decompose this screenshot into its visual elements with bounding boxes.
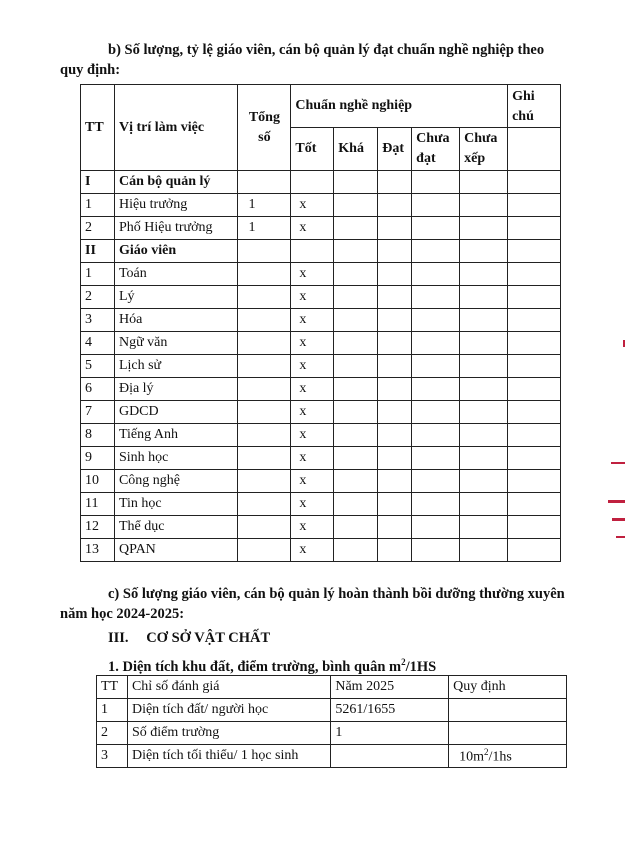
- row-fair: [334, 194, 378, 217]
- row-note: [508, 516, 561, 539]
- row-notpass: [412, 332, 460, 355]
- header-unrated-line1: Chưa: [464, 131, 498, 146]
- row-unrated: [460, 539, 508, 562]
- row-good: x: [291, 401, 334, 424]
- row-notpass: [412, 194, 460, 217]
- row-unrated: [460, 470, 508, 493]
- header-standard: Chuẩn nghề nghiệp: [291, 85, 508, 128]
- row-note: [508, 539, 561, 562]
- row-tt: 9: [81, 447, 115, 470]
- section-1-heading: [108, 652, 608, 677]
- row-unrated: [460, 286, 508, 309]
- row-fair: [334, 355, 378, 378]
- row-fair: [334, 286, 378, 309]
- row-pass: [378, 286, 412, 309]
- table-row: [81, 217, 561, 240]
- row-name: Địa lý: [114, 378, 238, 401]
- row-notpass: [412, 516, 460, 539]
- t2-rule-sup: 2: [484, 746, 489, 757]
- t2-rule-suffix: /1hs: [488, 749, 512, 765]
- row-total: 1: [238, 217, 291, 240]
- row-total: [238, 263, 291, 286]
- row-pass: [378, 263, 412, 286]
- row-fair: [334, 401, 378, 424]
- header-total: [238, 85, 291, 171]
- row-name: Phố Hiệu trưởng: [114, 217, 238, 240]
- row-unrated: [460, 309, 508, 332]
- row-total: [238, 470, 291, 493]
- header-notpass-line1: Chưa: [416, 131, 450, 146]
- row-tt: 6: [81, 378, 115, 401]
- row-note: [508, 447, 561, 470]
- edge-mark: [611, 462, 625, 464]
- row-fair: [334, 217, 378, 240]
- section-b-heading-line2: quy định:: [60, 62, 121, 78]
- t2-row-criterion: Số điểm trường: [127, 722, 330, 745]
- row-pass: [378, 493, 412, 516]
- row-fair: [334, 516, 378, 539]
- section-b-heading: [60, 40, 584, 80]
- table-row: [81, 493, 561, 516]
- row-notpass: [412, 171, 460, 194]
- t2-header-rule: Quy định: [449, 676, 567, 699]
- t2-header-year: Năm 2025: [331, 676, 449, 699]
- section-c-heading-line2: năm học 2024-2025:: [60, 606, 185, 622]
- row-pass: [378, 217, 412, 240]
- row-note: [508, 217, 561, 240]
- row-good: [291, 171, 334, 194]
- row-notpass: [412, 401, 460, 424]
- row-unrated: [460, 516, 508, 539]
- row-tt: II: [81, 240, 115, 263]
- row-pass: [378, 240, 412, 263]
- row-unrated: [460, 332, 508, 355]
- header-note-blank: [508, 128, 561, 171]
- table-row: [81, 171, 561, 194]
- row-notpass: [412, 355, 460, 378]
- row-good: x: [291, 470, 334, 493]
- row-good: x: [291, 286, 334, 309]
- row-unrated: [460, 194, 508, 217]
- row-tt: 8: [81, 424, 115, 447]
- row-total: [238, 424, 291, 447]
- t2-row-tt: 1: [97, 699, 128, 722]
- row-note: [508, 493, 561, 516]
- row-fair: [334, 539, 378, 562]
- row-name: Hiệu trưởng: [114, 194, 238, 217]
- row-good: x: [291, 309, 334, 332]
- row-fair: [334, 263, 378, 286]
- row-good: x: [291, 539, 334, 562]
- row-tt: 10: [81, 470, 115, 493]
- edge-mark: [616, 536, 625, 538]
- row-note: [508, 286, 561, 309]
- row-total: [238, 286, 291, 309]
- header-note: [508, 85, 561, 128]
- row-total: [238, 378, 291, 401]
- row-total: [238, 401, 291, 424]
- table-row: [81, 424, 561, 447]
- section-1-title-sup: 2: [401, 657, 406, 667]
- row-notpass: [412, 240, 460, 263]
- row-name: QPAN: [114, 539, 238, 562]
- row-unrated: [460, 355, 508, 378]
- row-total: [238, 332, 291, 355]
- row-good: x: [291, 493, 334, 516]
- table-row: [81, 539, 561, 562]
- row-good: x: [291, 424, 334, 447]
- row-fair: [334, 470, 378, 493]
- row-good: x: [291, 355, 334, 378]
- row-note: [508, 332, 561, 355]
- row-pass: [378, 539, 412, 562]
- row-tt: 7: [81, 401, 115, 424]
- row-name: Hóa: [114, 309, 238, 332]
- row-pass: [378, 424, 412, 447]
- row-notpass: [412, 217, 460, 240]
- row-name: Cán bộ quản lý: [114, 171, 238, 194]
- row-unrated: [460, 401, 508, 424]
- row-notpass: [412, 493, 460, 516]
- row-good: x: [291, 378, 334, 401]
- edge-mark: [612, 518, 625, 521]
- row-fair: [334, 424, 378, 447]
- t2-rule-prefix: 10m: [459, 749, 485, 765]
- row-unrated: [460, 493, 508, 516]
- t2-row-rule: [449, 745, 567, 768]
- row-note: [508, 263, 561, 286]
- table-row: [81, 401, 561, 424]
- row-note: [508, 355, 561, 378]
- row-pass: [378, 516, 412, 539]
- row-fair: [334, 447, 378, 470]
- row-name: Công nghệ: [114, 470, 238, 493]
- row-pass: [378, 378, 412, 401]
- row-note: [508, 240, 561, 263]
- header-note-line1: Ghi: [512, 89, 535, 104]
- row-total: [238, 447, 291, 470]
- t2-header-tt: TT: [97, 676, 128, 699]
- row-notpass: [412, 309, 460, 332]
- table-row: [81, 194, 561, 217]
- row-name: Lý: [114, 286, 238, 309]
- row-tt: 1: [81, 194, 115, 217]
- row-notpass: [412, 447, 460, 470]
- row-name: Ngữ văn: [114, 332, 238, 355]
- row-total: [238, 493, 291, 516]
- teacher-standard-table: [80, 84, 561, 562]
- row-unrated: [460, 378, 508, 401]
- row-note: [508, 171, 561, 194]
- row-name: GDCD: [114, 401, 238, 424]
- row-total: [238, 539, 291, 562]
- row-notpass: [412, 539, 460, 562]
- row-pass: [378, 470, 412, 493]
- table-row: [81, 309, 561, 332]
- row-unrated: [460, 240, 508, 263]
- t2-row-rule: [449, 699, 567, 722]
- t2-row-rule: [449, 722, 567, 745]
- row-tt: 12: [81, 516, 115, 539]
- table-row: [81, 470, 561, 493]
- t2-row-tt: 3: [97, 745, 128, 768]
- table-row: [97, 699, 567, 722]
- header-good: Tốt: [291, 128, 334, 171]
- row-good: x: [291, 332, 334, 355]
- row-pass: [378, 332, 412, 355]
- row-notpass: [412, 378, 460, 401]
- section-iii-number: III.: [108, 630, 129, 646]
- row-name: Giáo viên: [114, 240, 238, 263]
- section-1-title-suffix: /1HS: [405, 658, 437, 675]
- table-row: [81, 355, 561, 378]
- row-notpass: [412, 263, 460, 286]
- row-note: [508, 194, 561, 217]
- row-fair: [334, 332, 378, 355]
- header-notpass: [412, 128, 460, 171]
- header-total-line1: Tổng: [248, 109, 280, 125]
- land-area-table: [96, 675, 567, 768]
- row-pass: [378, 355, 412, 378]
- row-name: Thể dục: [114, 516, 238, 539]
- table-row: [81, 516, 561, 539]
- header-position: Vị trí làm việc: [114, 85, 238, 171]
- edge-mark: [623, 340, 625, 347]
- row-fair: [334, 171, 378, 194]
- row-unrated: [460, 171, 508, 194]
- row-name: Tiếng Anh: [114, 424, 238, 447]
- row-note: [508, 424, 561, 447]
- row-total: [238, 516, 291, 539]
- row-pass: [378, 401, 412, 424]
- row-total: 1: [238, 194, 291, 217]
- row-tt: I: [81, 171, 115, 194]
- row-note: [508, 401, 561, 424]
- row-tt: 13: [81, 539, 115, 562]
- row-note: [508, 470, 561, 493]
- table-row: [81, 263, 561, 286]
- row-good: x: [291, 447, 334, 470]
- row-note: [508, 378, 561, 401]
- table-row: [81, 286, 561, 309]
- section-c-heading: [60, 584, 584, 624]
- section-b-heading-line1: b) Số lượng, tỷ lệ giáo viên, cán bộ quản lý đạt chuẩn nghề nghiệp theo: [108, 42, 545, 58]
- row-total: [238, 171, 291, 194]
- t2-header-criterion: Chỉ số đánh giá: [127, 676, 330, 699]
- row-pass: [378, 171, 412, 194]
- table-row: [81, 447, 561, 470]
- table-row: [97, 722, 567, 745]
- row-good: x: [291, 194, 334, 217]
- row-total: [238, 355, 291, 378]
- row-name: Tin học: [114, 493, 238, 516]
- row-name: Toán: [114, 263, 238, 286]
- header-pass: Đạt: [378, 128, 412, 171]
- row-tt: 2: [81, 286, 115, 309]
- edge-mark: [608, 500, 625, 503]
- header-fair: Khá: [334, 128, 378, 171]
- table-row: [81, 378, 561, 401]
- header-total-line2: số: [258, 129, 271, 145]
- header-unrated-line2: xếp: [464, 151, 486, 166]
- row-good: x: [291, 217, 334, 240]
- row-fair: [334, 309, 378, 332]
- table-row: [81, 332, 561, 355]
- row-tt: 4: [81, 332, 115, 355]
- t2-row-year: 5261/1655: [331, 699, 449, 722]
- row-name: Lịch sử: [114, 355, 238, 378]
- table-row: [97, 745, 567, 768]
- t2-row-tt: 2: [97, 722, 128, 745]
- row-name: Sinh học: [114, 447, 238, 470]
- t2-row-year: 1: [331, 722, 449, 745]
- row-good: [291, 240, 334, 263]
- row-good: x: [291, 516, 334, 539]
- table-row: [81, 240, 561, 263]
- row-tt: 11: [81, 493, 115, 516]
- row-pass: [378, 447, 412, 470]
- header-notpass-line2: đạt: [416, 151, 436, 166]
- row-tt: 2: [81, 217, 115, 240]
- header-note-line2: chú: [512, 109, 534, 124]
- row-fair: [334, 240, 378, 263]
- row-fair: [334, 378, 378, 401]
- section-iii-title: CƠ SỞ VẬT CHẤT: [146, 630, 271, 646]
- row-notpass: [412, 286, 460, 309]
- section-1-title-prefix: 1. Diện tích khu đất, điểm trường, bình quân m: [108, 658, 402, 675]
- t2-row-criterion: Diện tích tối thiểu/ 1 học sinh: [127, 745, 330, 768]
- row-notpass: [412, 424, 460, 447]
- section-c-heading-line1: c) Số lượng giáo viên, cán bộ quản lý hoàn thành bồi dưỡng thường xuyên: [108, 586, 565, 602]
- row-tt: 5: [81, 355, 115, 378]
- row-total: [238, 309, 291, 332]
- row-tt: 1: [81, 263, 115, 286]
- row-note: [508, 309, 561, 332]
- row-good: x: [291, 263, 334, 286]
- header-unrated: [460, 128, 508, 171]
- row-pass: [378, 309, 412, 332]
- row-total: [238, 240, 291, 263]
- row-unrated: [460, 263, 508, 286]
- row-unrated: [460, 424, 508, 447]
- row-tt: 3: [81, 309, 115, 332]
- t2-row-year: [331, 745, 449, 768]
- section-iii-heading: [108, 628, 608, 648]
- row-unrated: [460, 447, 508, 470]
- header-tt: TT: [81, 85, 115, 171]
- row-notpass: [412, 470, 460, 493]
- row-pass: [378, 194, 412, 217]
- t2-row-criterion: Diện tích đất/ người học: [127, 699, 330, 722]
- row-fair: [334, 493, 378, 516]
- row-unrated: [460, 217, 508, 240]
